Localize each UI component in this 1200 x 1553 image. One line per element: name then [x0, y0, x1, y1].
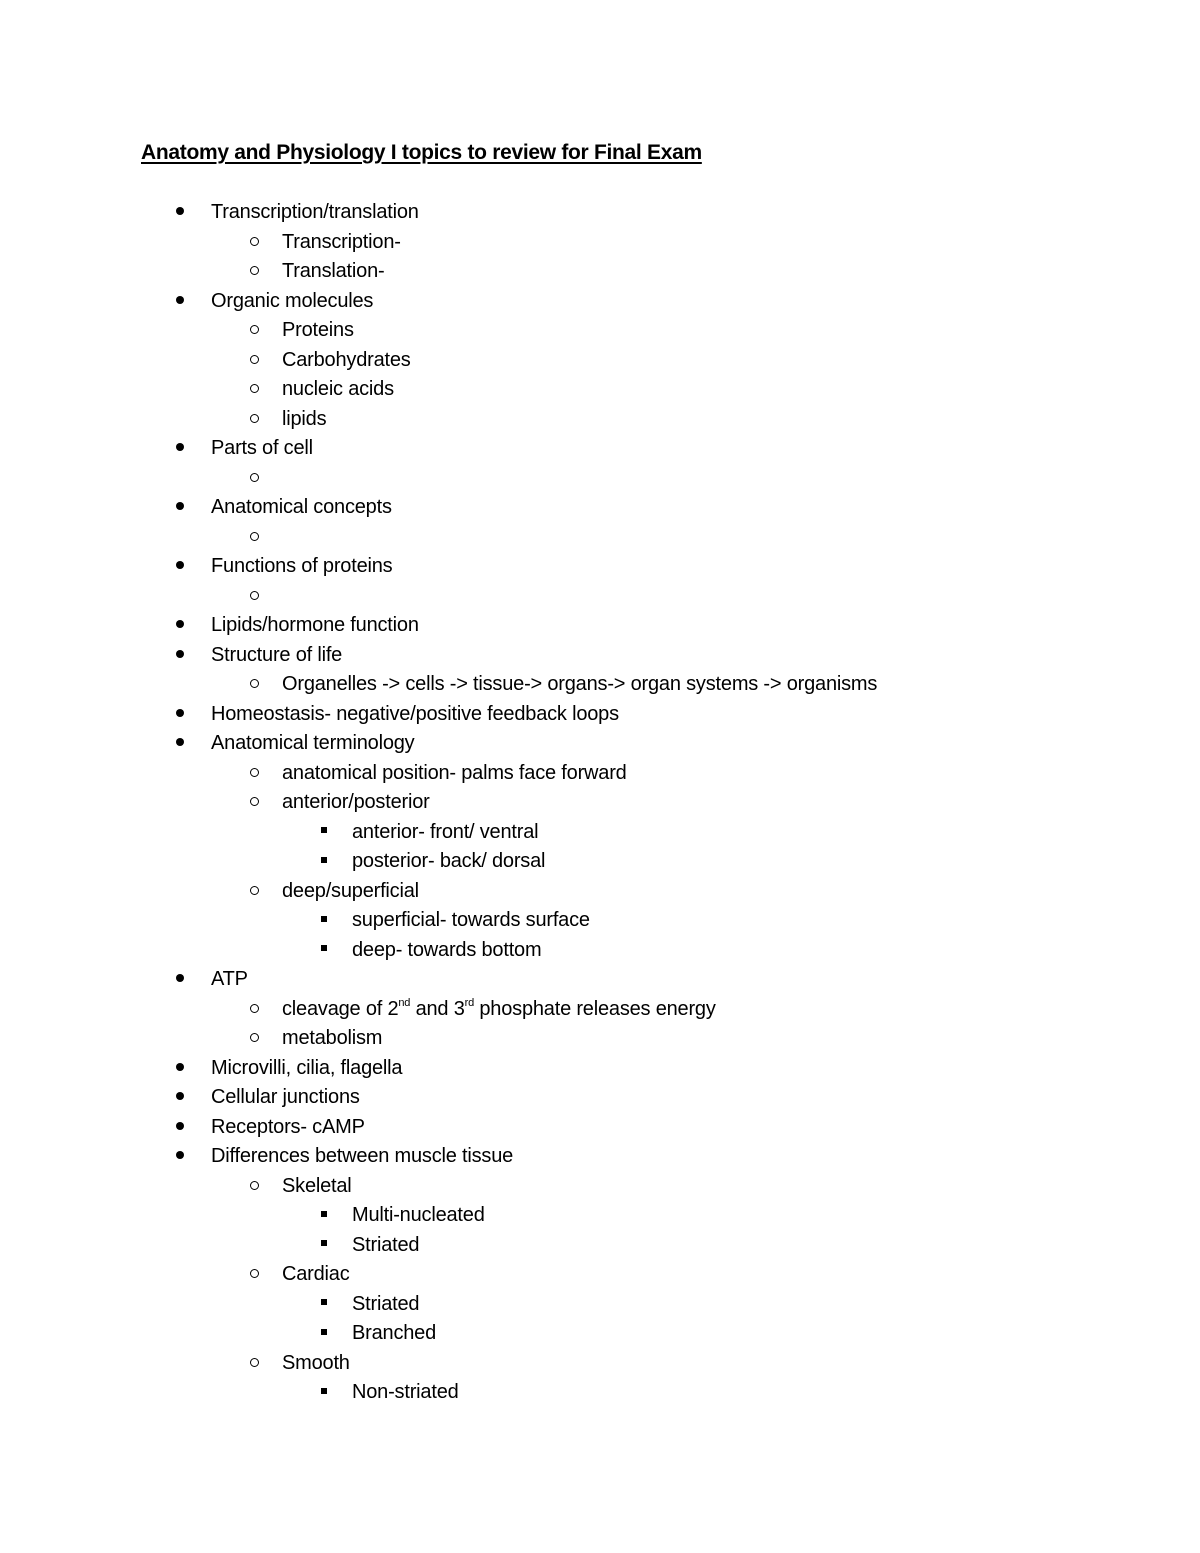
superscript: rd [464, 996, 475, 1009]
square-bullet-icon [314, 1290, 334, 1320]
list-item [0, 287, 1200, 317]
list-item [0, 1083, 1200, 1113]
list-item-text: Differences between muscle tissue [211, 1145, 514, 1167]
list-item [0, 316, 1200, 346]
list-item-text: Carbohydrates [282, 348, 411, 371]
list-item-text: nucleic acids [282, 378, 394, 400]
list-item [0, 228, 1200, 258]
superscript: nd [398, 996, 411, 1009]
list-item [0, 464, 1200, 494]
circle-bullet-icon [244, 1260, 264, 1290]
list-item-text: Cellular junctions [211, 1086, 360, 1108]
list-item [0, 729, 1200, 759]
list-item-text: anterior/posterior [282, 791, 430, 813]
list-item [0, 788, 1200, 818]
circle-bullet-icon [244, 464, 264, 494]
circle-bullet-icon [244, 346, 264, 376]
square-bullet-icon [314, 1378, 334, 1408]
list-item-text: Translation- [282, 260, 385, 282]
list-item [0, 1260, 1200, 1290]
circle-bullet-icon [244, 405, 264, 435]
list-item-text: Structure of life [211, 643, 343, 666]
list-item-text: Smooth [282, 1351, 350, 1374]
square-bullet-icon [314, 1319, 334, 1349]
list-item-text [282, 995, 716, 1025]
list-item [0, 818, 1200, 848]
circle-bullet-icon [244, 228, 264, 258]
list-item-text: Anatomical concepts [211, 496, 392, 518]
list-item [0, 641, 1200, 671]
bullet-icon [170, 965, 190, 995]
circle-bullet-icon [244, 759, 264, 789]
list-item-text: Functions of proteins [211, 555, 393, 577]
list-item-text: anterior- front/ ventral [352, 820, 539, 843]
list-item-text: Branched [352, 1322, 437, 1344]
list-item [0, 965, 1200, 995]
topic-outline [0, 198, 1200, 1408]
bullet-icon [170, 641, 190, 671]
list-item [0, 995, 1200, 1025]
list-item [0, 1349, 1200, 1379]
list-item [0, 552, 1200, 582]
list-item [0, 670, 1200, 700]
list-item [0, 1024, 1200, 1054]
list-item [0, 523, 1200, 553]
circle-bullet-icon [244, 523, 264, 553]
bullet-icon [170, 434, 190, 464]
list-item-text: ATP [211, 968, 248, 990]
bullet-icon [170, 1083, 190, 1113]
list-item-text: Cardiac [282, 1263, 350, 1285]
text-segment: phosphate releases energy [474, 997, 716, 1020]
circle-bullet-icon [244, 375, 264, 405]
list-item-text: deep/superficial [282, 879, 419, 902]
list-item-text: Non-striated [352, 1381, 459, 1403]
list-item [0, 1201, 1200, 1231]
list-item-text: Transcription- [282, 230, 401, 253]
list-item [0, 700, 1200, 730]
square-bullet-icon [314, 818, 334, 848]
list-item-text: superficial- towards surface [352, 909, 590, 931]
bullet-icon [170, 1113, 190, 1143]
list-item [0, 1142, 1200, 1172]
bullet-icon [170, 611, 190, 641]
text-segment: cleavage of 2 [282, 997, 399, 1020]
square-bullet-icon [314, 847, 334, 877]
list-item-text: Parts of cell [211, 437, 313, 459]
list-item-text: Proteins [282, 319, 354, 341]
circle-bullet-icon [244, 257, 264, 287]
list-item-text: Lipids/hormone function [211, 614, 419, 636]
circle-bullet-icon [244, 670, 264, 700]
list-item-text: metabolism [282, 1027, 383, 1049]
bullet-icon [170, 552, 190, 582]
square-bullet-icon [314, 1201, 334, 1231]
circle-bullet-icon [244, 995, 264, 1025]
circle-bullet-icon [244, 877, 264, 907]
square-bullet-icon [314, 936, 334, 966]
circle-bullet-icon [244, 788, 264, 818]
circle-bullet-icon [244, 1024, 264, 1054]
list-item-text: Striated [352, 1233, 420, 1256]
list-item-text: anatomical position- palms face forward [282, 761, 627, 784]
list-item [0, 198, 1200, 228]
page-title: Anatomy and Physiology I topics to review for Final Exam [141, 141, 702, 164]
list-item [0, 493, 1200, 523]
list-item-text: deep- towards bottom [352, 938, 542, 961]
list-item-text: Organic molecules [211, 289, 374, 312]
list-item [0, 1172, 1200, 1202]
circle-bullet-icon [244, 316, 264, 346]
list-item [0, 847, 1200, 877]
list-item [0, 1290, 1200, 1320]
list-item [0, 906, 1200, 936]
list-item-text: Multi-nucleated [352, 1204, 485, 1226]
list-item [0, 1378, 1200, 1408]
list-item [0, 346, 1200, 376]
list-item-text: Microvilli, cilia, flagella [211, 1056, 403, 1079]
list-item-text: Transcription/translation [211, 201, 419, 223]
list-item-text: Organelles -> cells -> tissue-> organs-> organ systems -> organisms [282, 673, 878, 695]
list-item [0, 405, 1200, 435]
list-item [0, 375, 1200, 405]
bullet-icon [170, 1054, 190, 1084]
bullet-icon [170, 198, 190, 228]
list-item [0, 877, 1200, 907]
text-segment: and 3 [410, 997, 465, 1020]
list-item [0, 611, 1200, 641]
list-item [0, 936, 1200, 966]
bullet-icon [170, 287, 190, 317]
list-item [0, 257, 1200, 287]
list-item-text: lipids [282, 407, 327, 430]
circle-bullet-icon [244, 1349, 264, 1379]
list-item [0, 1231, 1200, 1261]
bullet-icon [170, 729, 190, 759]
circle-bullet-icon [244, 582, 264, 612]
square-bullet-icon [314, 1231, 334, 1261]
list-item-text: Skeletal [282, 1174, 352, 1197]
list-item-text: Striated [352, 1292, 420, 1315]
square-bullet-icon [314, 906, 334, 936]
circle-bullet-icon [244, 1172, 264, 1202]
list-item [0, 434, 1200, 464]
list-item [0, 759, 1200, 789]
bullet-icon [170, 1142, 190, 1172]
bullet-icon [170, 493, 190, 523]
list-item [0, 1113, 1200, 1143]
list-item [0, 582, 1200, 612]
list-item [0, 1319, 1200, 1349]
list-item-text: Receptors- cAMP [211, 1115, 365, 1138]
list-item-text: Anatomical terminology [211, 732, 415, 754]
bullet-icon [170, 700, 190, 730]
list-item [0, 1054, 1200, 1084]
list-item-text: Homeostasis- negative/positive feedback loops [211, 702, 619, 725]
list-item-text: posterior- back/ dorsal [352, 850, 546, 872]
